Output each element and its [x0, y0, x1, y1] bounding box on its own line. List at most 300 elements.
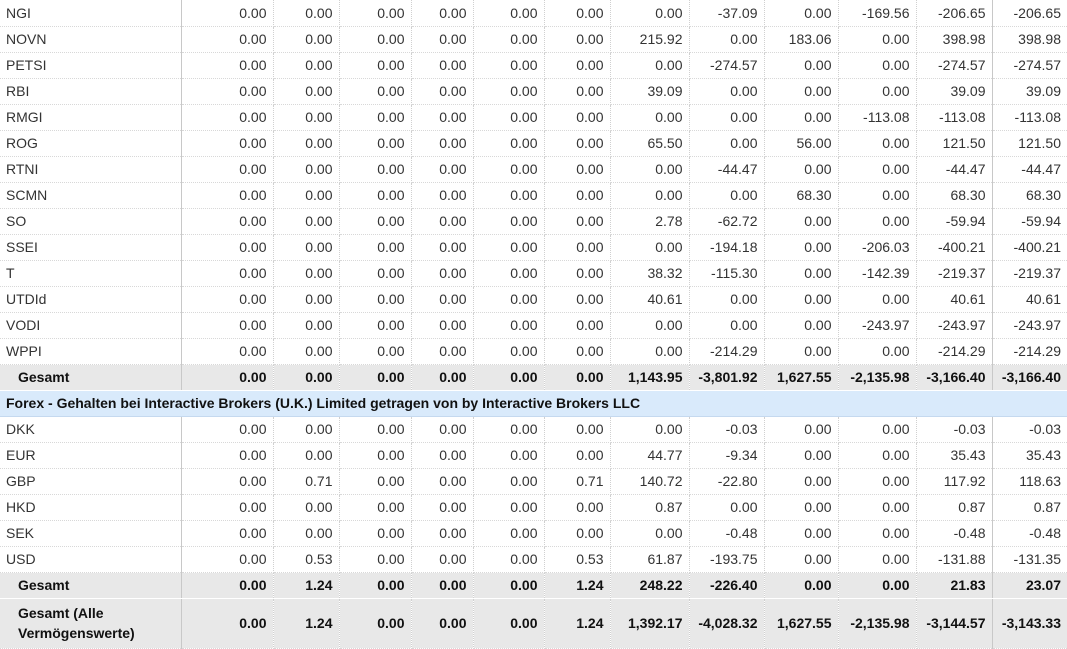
cell-value: 0.00	[181, 572, 273, 598]
cell-value: 0.00	[473, 494, 544, 520]
cell-value: 0.00	[764, 208, 838, 234]
cell-value: 0.00	[544, 442, 610, 468]
cell-value: 0.00	[473, 286, 544, 312]
cell-value: 0.71	[544, 468, 610, 494]
cell-value: 0.00	[181, 520, 273, 546]
cell-value: 0.00	[544, 0, 610, 26]
row-symbol: NOVN	[0, 26, 181, 52]
cell-value: -274.57	[916, 52, 992, 78]
cell-value: 0.00	[339, 26, 411, 52]
cell-value: -3,166.40	[916, 364, 992, 390]
table-row	[0, 234, 1067, 260]
cell-value: -3,166.40	[992, 364, 1067, 390]
cell-value: -113.08	[916, 104, 992, 130]
cell-value: 0.00	[411, 156, 473, 182]
stock-total	[0, 364, 1067, 390]
cell-value: 0.00	[411, 442, 473, 468]
cell-value: 0.00	[181, 546, 273, 572]
cell-value: 0.00	[411, 338, 473, 364]
cell-value: 0.00	[339, 130, 411, 156]
row-symbol: UTDId	[0, 286, 181, 312]
cell-value: 0.00	[181, 130, 273, 156]
cell-value: -214.29	[916, 338, 992, 364]
cell-value: 1.24	[273, 598, 339, 648]
cell-value: -219.37	[992, 260, 1067, 286]
cell-value: 0.00	[339, 364, 411, 390]
cell-value: 0.00	[473, 234, 544, 260]
row-symbol: Gesamt	[0, 572, 181, 598]
cell-value: 0.00	[339, 494, 411, 520]
cell-value: 0.71	[273, 468, 339, 494]
cell-value: 39.09	[610, 78, 689, 104]
cell-value: 0.00	[473, 130, 544, 156]
table-row	[0, 416, 1067, 442]
cell-value: 0.00	[339, 572, 411, 598]
cell-value: 0.00	[339, 104, 411, 130]
cell-value: 0.00	[181, 494, 273, 520]
cell-value: -0.03	[916, 416, 992, 442]
cell-value: -243.97	[916, 312, 992, 338]
cell-value: 0.00	[838, 520, 916, 546]
cell-value: -0.03	[992, 416, 1067, 442]
cell-value: 0.00	[411, 208, 473, 234]
cell-value: 1,392.17	[610, 598, 689, 648]
cell-value: 0.00	[339, 312, 411, 338]
cell-value: 0.00	[689, 26, 764, 52]
cell-value: -4,028.32	[689, 598, 764, 648]
cell-value: -113.08	[838, 104, 916, 130]
cell-value: 0.00	[764, 0, 838, 26]
cell-value: 140.72	[610, 468, 689, 494]
cell-value: 0.00	[411, 26, 473, 52]
cell-value: 0.00	[339, 520, 411, 546]
cell-value: 0.00	[473, 364, 544, 390]
cell-value: 0.00	[764, 78, 838, 104]
cell-value: 0.00	[339, 156, 411, 182]
cell-value: 0.00	[181, 234, 273, 260]
cell-value: 0.87	[610, 494, 689, 520]
cell-value: -214.29	[992, 338, 1067, 364]
cell-value: 0.00	[181, 364, 273, 390]
table-row	[0, 0, 1067, 26]
cell-value: 0.00	[181, 260, 273, 286]
cell-value: 0.53	[273, 546, 339, 572]
cell-value: 0.00	[544, 286, 610, 312]
cell-value: 0.00	[339, 442, 411, 468]
cell-value: 0.00	[411, 234, 473, 260]
cell-value: 0.00	[339, 260, 411, 286]
row-label-line1: Gesamt (Alle	[18, 605, 104, 621]
forex-total	[0, 572, 1067, 598]
cell-value: 56.00	[764, 130, 838, 156]
cell-value: 68.30	[992, 182, 1067, 208]
cell-value: 0.00	[273, 312, 339, 338]
cell-value: 1,627.55	[764, 364, 838, 390]
cell-value: -44.47	[916, 156, 992, 182]
cell-value: 1.24	[273, 572, 339, 598]
table-row	[0, 78, 1067, 104]
cell-value: 0.00	[181, 312, 273, 338]
row-label-line2: Vermögenswerte)	[18, 625, 135, 641]
total-row	[0, 572, 1067, 598]
cell-value: 0.00	[838, 338, 916, 364]
cell-value: -3,801.92	[689, 364, 764, 390]
cell-value: 0.00	[610, 182, 689, 208]
cell-value: 0.00	[610, 0, 689, 26]
cell-value: 0.00	[473, 546, 544, 572]
cell-value: 0.00	[689, 494, 764, 520]
cell-value: 0.00	[544, 52, 610, 78]
cell-value: 0.00	[181, 338, 273, 364]
cell-value: 0.00	[339, 468, 411, 494]
cell-value: 0.00	[610, 416, 689, 442]
cell-value: 61.87	[610, 546, 689, 572]
cell-value: 0.00	[473, 52, 544, 78]
cell-value: 65.50	[610, 130, 689, 156]
cell-value: 0.00	[838, 182, 916, 208]
cell-value: 0.00	[273, 156, 339, 182]
row-symbol: GBP	[0, 468, 181, 494]
cell-value: 21.83	[916, 572, 992, 598]
table-row	[0, 312, 1067, 338]
cell-value: -214.29	[689, 338, 764, 364]
row-symbol: USD	[0, 546, 181, 572]
cell-value: 0.00	[339, 0, 411, 26]
forex-section-header	[0, 390, 1067, 416]
row-symbol: HKD	[0, 494, 181, 520]
cell-value: 0.00	[838, 52, 916, 78]
cell-value: 0.00	[273, 260, 339, 286]
row-symbol: DKK	[0, 416, 181, 442]
cell-value: 0.00	[181, 442, 273, 468]
cell-value: 0.00	[273, 520, 339, 546]
row-symbol: ROG	[0, 130, 181, 156]
cell-value: 0.00	[689, 182, 764, 208]
row-symbol: NGI	[0, 0, 181, 26]
cell-value: -0.03	[689, 416, 764, 442]
row-symbol: T	[0, 260, 181, 286]
table-row	[0, 208, 1067, 234]
row-symbol: RMGI	[0, 104, 181, 130]
table-row	[0, 520, 1067, 546]
cell-value: -219.37	[916, 260, 992, 286]
cell-value: -9.34	[689, 442, 764, 468]
row-label	[0, 598, 181, 648]
cell-value: 0.00	[473, 26, 544, 52]
table-row	[0, 26, 1067, 52]
cell-value: 0.00	[764, 156, 838, 182]
cell-value: -142.39	[838, 260, 916, 286]
cell-value: 0.00	[181, 182, 273, 208]
cell-value: 0.00	[181, 104, 273, 130]
cell-value: 0.00	[764, 468, 838, 494]
cell-value: 1,143.95	[610, 364, 689, 390]
cell-value: 23.07	[992, 572, 1067, 598]
cell-value: 0.00	[544, 208, 610, 234]
cell-value: -62.72	[689, 208, 764, 234]
cell-value: 0.00	[411, 494, 473, 520]
cell-value: 0.00	[838, 494, 916, 520]
cell-value: 0.00	[764, 442, 838, 468]
cell-value: 0.00	[544, 338, 610, 364]
cell-value: 68.30	[916, 182, 992, 208]
cell-value: -2,135.98	[838, 364, 916, 390]
cell-value: 0.00	[473, 442, 544, 468]
table-row	[0, 468, 1067, 494]
cell-value: 0.00	[473, 416, 544, 442]
cell-value: 0.00	[339, 208, 411, 234]
cell-value: -274.57	[992, 52, 1067, 78]
cell-value: 398.98	[992, 26, 1067, 52]
cell-value: 0.00	[411, 52, 473, 78]
cell-value: 215.92	[610, 26, 689, 52]
cell-value: 0.00	[181, 0, 273, 26]
cell-value: 0.00	[339, 52, 411, 78]
cell-value: 2.78	[610, 208, 689, 234]
cell-value: 0.00	[473, 156, 544, 182]
row-symbol: PETSI	[0, 52, 181, 78]
cell-value: 0.00	[473, 572, 544, 598]
cell-value: 117.92	[916, 468, 992, 494]
table-row	[0, 494, 1067, 520]
cell-value: 0.00	[689, 312, 764, 338]
cell-value: 0.00	[544, 26, 610, 52]
cell-value: -206.65	[992, 0, 1067, 26]
grand-total-row	[0, 598, 1067, 648]
cell-value: 0.00	[339, 286, 411, 312]
cell-value: -131.35	[992, 546, 1067, 572]
cell-value: -3,143.33	[992, 598, 1067, 648]
forex-rows	[0, 416, 1067, 572]
cell-value: 0.00	[838, 468, 916, 494]
cell-value: -59.94	[916, 208, 992, 234]
cell-value: 0.00	[411, 104, 473, 130]
cell-value: 0.00	[838, 572, 916, 598]
cell-value: 0.00	[411, 182, 473, 208]
cell-value: 0.00	[764, 260, 838, 286]
cell-value: 1.24	[544, 572, 610, 598]
cell-value: 0.00	[273, 442, 339, 468]
cell-value: -59.94	[992, 208, 1067, 234]
cell-value: -44.47	[992, 156, 1067, 182]
row-symbol: VODI	[0, 312, 181, 338]
cell-value: 0.00	[411, 0, 473, 26]
cell-value: 68.30	[764, 182, 838, 208]
cell-value: -2,135.98	[838, 598, 916, 648]
cell-value: 248.22	[610, 572, 689, 598]
cell-value: 0.00	[339, 182, 411, 208]
cell-value: 0.00	[181, 416, 273, 442]
grand-total	[0, 598, 1067, 648]
cell-value: 0.00	[473, 78, 544, 104]
cell-value: 0.00	[339, 78, 411, 104]
cell-value: 0.00	[838, 156, 916, 182]
cell-value: 0.00	[411, 572, 473, 598]
cell-value: 0.00	[764, 416, 838, 442]
cell-value: 0.00	[473, 104, 544, 130]
cell-value: 0.00	[473, 468, 544, 494]
cell-value: -44.47	[689, 156, 764, 182]
cell-value: 0.00	[473, 260, 544, 286]
cell-value: 0.00	[411, 598, 473, 648]
cell-value: 0.00	[411, 260, 473, 286]
table-row	[0, 260, 1067, 286]
cell-value: -243.97	[838, 312, 916, 338]
cell-value: -22.80	[689, 468, 764, 494]
cell-value: 0.00	[339, 546, 411, 572]
table-row	[0, 156, 1067, 182]
cell-value: 0.00	[473, 208, 544, 234]
cell-value: 0.00	[544, 182, 610, 208]
cell-value: 0.00	[544, 104, 610, 130]
cell-value: 0.00	[411, 130, 473, 156]
cell-value: 0.00	[610, 234, 689, 260]
cell-value: 0.00	[689, 78, 764, 104]
cell-value: 0.00	[273, 182, 339, 208]
cell-value: 40.61	[610, 286, 689, 312]
cell-value: 0.00	[838, 416, 916, 442]
cell-value: -115.30	[689, 260, 764, 286]
cell-value: 0.00	[273, 52, 339, 78]
forex-section	[0, 390, 1067, 416]
cell-value: 0.00	[411, 312, 473, 338]
cell-value: 0.00	[544, 520, 610, 546]
cell-value: 0.00	[764, 104, 838, 130]
cell-value: 0.00	[764, 286, 838, 312]
table-row	[0, 338, 1067, 364]
cell-value: 0.00	[339, 338, 411, 364]
cell-value: 0.00	[838, 546, 916, 572]
table-row	[0, 52, 1067, 78]
cell-value: 0.00	[838, 208, 916, 234]
cell-value: -206.03	[838, 234, 916, 260]
table-row	[0, 104, 1067, 130]
cell-value: 1,627.55	[764, 598, 838, 648]
cell-value: 0.00	[181, 286, 273, 312]
cell-value: 183.06	[764, 26, 838, 52]
cell-value: 121.50	[992, 130, 1067, 156]
cell-value: -0.48	[689, 520, 764, 546]
cell-value: 0.00	[764, 312, 838, 338]
cell-value: 0.00	[273, 234, 339, 260]
cell-value: -194.18	[689, 234, 764, 260]
cell-value: 0.00	[610, 104, 689, 130]
cell-value: 39.09	[916, 78, 992, 104]
cell-value: -243.97	[992, 312, 1067, 338]
cell-value: 0.00	[273, 0, 339, 26]
cell-value: 0.00	[544, 156, 610, 182]
cell-value: 0.00	[273, 286, 339, 312]
cell-value: 0.00	[411, 546, 473, 572]
row-symbol: SO	[0, 208, 181, 234]
cell-value: -169.56	[838, 0, 916, 26]
cell-value: -400.21	[916, 234, 992, 260]
cell-value: 0.00	[610, 338, 689, 364]
table-row	[0, 442, 1067, 468]
cell-value: 0.00	[273, 338, 339, 364]
cell-value: 0.00	[838, 26, 916, 52]
table-row	[0, 546, 1067, 572]
row-symbol: SCMN	[0, 182, 181, 208]
cell-value: -226.40	[689, 572, 764, 598]
cell-value: 0.00	[764, 338, 838, 364]
cell-value: 40.61	[916, 286, 992, 312]
cell-value: 0.00	[181, 208, 273, 234]
cell-value: 0.00	[339, 598, 411, 648]
cell-value: 0.00	[689, 130, 764, 156]
cell-value: 0.00	[473, 0, 544, 26]
cell-value: 0.00	[764, 494, 838, 520]
row-symbol: WPPI	[0, 338, 181, 364]
cell-value: 0.00	[838, 130, 916, 156]
table-row	[0, 182, 1067, 208]
cell-value: 0.00	[764, 52, 838, 78]
cell-value: 35.43	[916, 442, 992, 468]
cell-value: 0.00	[610, 156, 689, 182]
cell-value: 0.00	[273, 104, 339, 130]
cell-value: 398.98	[916, 26, 992, 52]
cell-value: 0.00	[473, 520, 544, 546]
cell-value: 0.00	[181, 52, 273, 78]
table-row	[0, 130, 1067, 156]
cell-value: 0.00	[181, 78, 273, 104]
cell-value: 0.00	[273, 416, 339, 442]
row-symbol: RTNI	[0, 156, 181, 182]
cell-value: 0.00	[273, 364, 339, 390]
cell-value: -206.65	[916, 0, 992, 26]
cell-value: 0.00	[544, 234, 610, 260]
cell-value: -3,144.57	[916, 598, 992, 648]
cell-value: 0.00	[411, 78, 473, 104]
cell-value: 121.50	[916, 130, 992, 156]
total-row	[0, 364, 1067, 390]
cell-value: 0.53	[544, 546, 610, 572]
cell-value: 0.00	[411, 286, 473, 312]
cell-value: -131.88	[916, 546, 992, 572]
cell-value: 0.00	[764, 572, 838, 598]
cell-value: 0.00	[544, 312, 610, 338]
cell-value: 0.00	[544, 364, 610, 390]
cell-value: -0.48	[916, 520, 992, 546]
cell-value: 0.00	[411, 520, 473, 546]
cell-value: 0.00	[838, 78, 916, 104]
cell-value: 0.00	[473, 312, 544, 338]
cell-value: 0.00	[689, 286, 764, 312]
cell-value: 0.00	[273, 208, 339, 234]
cell-value: 0.00	[473, 598, 544, 648]
cell-value: 0.00	[411, 416, 473, 442]
table-row	[0, 286, 1067, 312]
cell-value: 0.00	[339, 416, 411, 442]
cell-value: 0.00	[273, 130, 339, 156]
cell-value: 35.43	[992, 442, 1067, 468]
cell-value: -274.57	[689, 52, 764, 78]
row-symbol: Gesamt	[0, 364, 181, 390]
cell-value: 0.00	[544, 130, 610, 156]
cell-value: 0.00	[273, 26, 339, 52]
cell-value: 0.00	[181, 26, 273, 52]
cell-value: 0.00	[181, 156, 273, 182]
cell-value: 0.00	[339, 234, 411, 260]
cell-value: 0.00	[273, 78, 339, 104]
row-symbol: SEK	[0, 520, 181, 546]
cell-value: 0.00	[610, 52, 689, 78]
cell-value: 0.00	[544, 494, 610, 520]
cell-value: 0.00	[689, 104, 764, 130]
cell-value: -113.08	[992, 104, 1067, 130]
cell-value: 0.00	[838, 286, 916, 312]
cell-value: 0.00	[764, 234, 838, 260]
